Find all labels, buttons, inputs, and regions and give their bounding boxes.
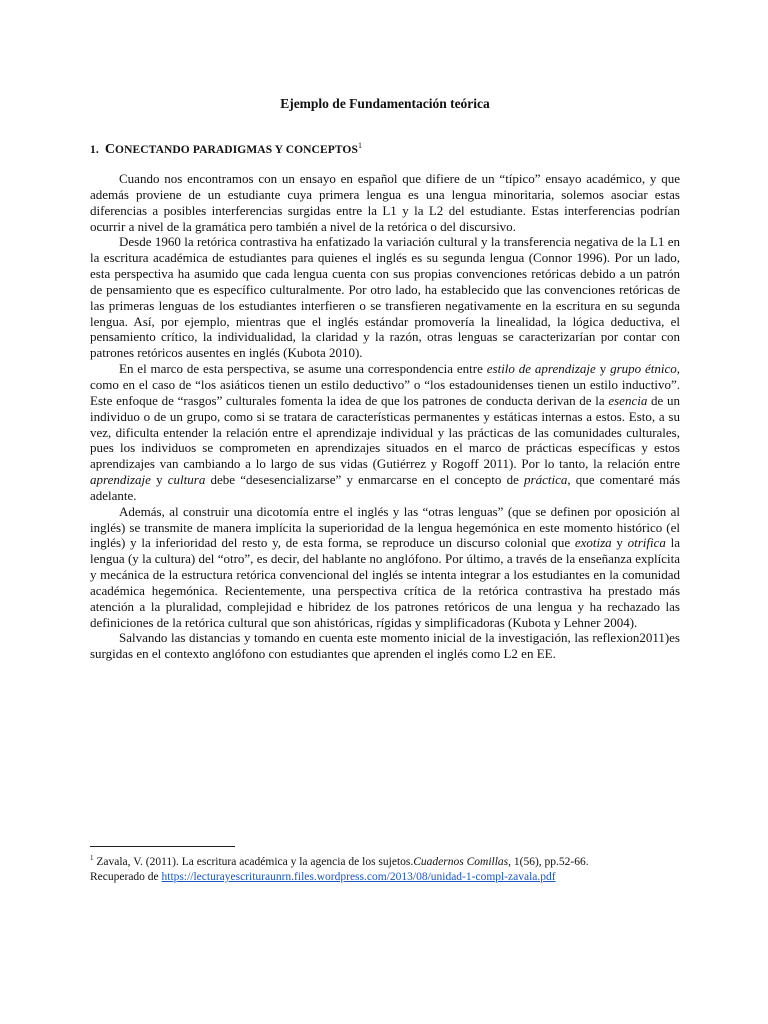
text-run: En el marco de esta perspectiva, se asume una correspondencia entre bbox=[119, 361, 487, 377]
footnote-reference[interactable]: 1 bbox=[357, 141, 363, 150]
paragraph bbox=[90, 234, 680, 361]
text-run: Desde 1960 la retórica contrastiva ha enfatizado la variación cultural y la transferencia negativa de la L1 en la escritura académica de estudiantes para quienes el inglés es su segunda lengua (Connor 1996). Por un lado, esta perspectiva ha asumido que cada lengua cuenta con sus propias convenciones retóricas debido a un patrón de pensamiento que es específico culturalmente. Por otro lado, ha establecido que las convenciones retóricas de las primeras lenguas de los estudiantes interfieren o se transfieren negativamente en la escritura en su segunda lengua. Así, por ejemplo, mientras que el inglés estándar promovería la linealidad, la lógica deductiva, el pensamiento crítico, la individualidad, la claridad y la razón, otras lenguas se caracterizarían por contar con patrones retóricos ausentes en inglés (Kubota 2010). bbox=[90, 234, 680, 361]
footnote-marker: 1 bbox=[90, 854, 94, 862]
footnote-citation-text: Zavala, V. (2011). La escritura académica y la agencia de los sujetos. bbox=[93, 855, 414, 868]
italic-term: práctica bbox=[524, 472, 568, 488]
text-run: , que comentaré más adelante. bbox=[90, 472, 681, 503]
italic-term: exotiza bbox=[574, 535, 612, 551]
text-run: y bbox=[150, 472, 168, 488]
italic-term: aprendizaje bbox=[90, 472, 151, 488]
text-run: Cuando nos encontramos con un ensayo en español que difiere de un “típico” ensayo académico, y que además proviene de un estudiante cuya primera lengua es una lengua minoritaria, solemos asociar estas diferencias a posibles interferencias surgidas entre la L1 y la L2 del estudiante. Estas interferencias podrían ocurrir a nivel de la gramática pero también a nivel de la retórica o del discursivo. bbox=[90, 171, 680, 234]
text-run: la lengua (y la cultura) del “otro”, es decir, del hablante no anglófono. Por último, a través de la enseñanza explícita y mecánica de la estructura retórica convencional del inglés se intenta integrar a los estudiantes en la comunidad académica hegemónica. Recientemente, una perspectiva crítica de la retórica contrastiva ha prestado más atención a la pluralidad, complejidad e hibridez de los patrones retóricos de una lengua y ha rechazado las definiciones de la retórica cultural que son ahistóricas, rígidas y simplificadoras (Kubota y Lehner 2004). bbox=[90, 535, 680, 630]
paragraph bbox=[90, 171, 680, 234]
italic-term: otrifica bbox=[627, 535, 666, 551]
paragraph bbox=[90, 630, 680, 662]
paragraph bbox=[90, 504, 680, 631]
section-heading-text: ONECTANDO PARADIGMAS Y CONCEPTOS bbox=[115, 143, 358, 156]
footnote-journal: Cuadernos Comillas bbox=[413, 855, 509, 868]
section-number: 1. bbox=[90, 143, 99, 156]
text-run: , como en el caso de “los asiáticos tienen un estilo deductivo” o “los estadounidenses tienen un estilo inductivo”. Este enfoque de “rasgos” culturales fomenta la idea de que los patrones de conducta derivan de la bbox=[90, 361, 681, 408]
document-page bbox=[90, 0, 680, 1024]
italic-term: cultura bbox=[167, 472, 206, 488]
italic-term: estilo de aprendizaje bbox=[486, 361, 596, 377]
text-run: de un individuo o de un grupo, como si se tratara de características permanentes y estáticas internas a estos. Esto, a su vez, dificulta entender la relación entre el aprendizaje individual y las prácticas de las comunidades culturales, pues los individuos se comprometen en aprendizajes situados en el marco de prácticas específicas y estos aprendizajes van cambiando a lo largo de sus vidas (Gutiérrez y Rogoff 2011). Por lo tanto, la relación entre bbox=[90, 392, 680, 472]
footnote-url-link[interactable]: https://lecturayescrituraunrn.files.wordpress.com/2013/08/unidad-1-compl-zavala.pdf bbox=[161, 870, 556, 883]
document-title: Ejemplo de Fundamentación teórica bbox=[280, 96, 490, 111]
footnote-separator bbox=[90, 846, 235, 847]
section-heading-initial: C bbox=[104, 141, 116, 157]
section-heading bbox=[90, 141, 362, 158]
italic-term: esencia bbox=[608, 392, 648, 408]
text-run: debe “desesencializarse” y enmarcarse en el concepto de bbox=[205, 472, 525, 488]
text-run: y bbox=[611, 535, 628, 551]
text-run: y bbox=[595, 361, 611, 377]
text-run: Salvando las distancias y tomando en cuenta este momento inicial de la investigación, las reflexion2011)es surgidas en el contexto anglófono con estudiantes que aprenden el inglés como L2 en EE. bbox=[90, 630, 680, 662]
body-text bbox=[90, 171, 680, 662]
footnote-citation bbox=[90, 851, 690, 870]
footnote-retrieved bbox=[90, 870, 690, 885]
footnote-citation-tail: , 1(56), pp.52-66. bbox=[508, 855, 589, 868]
paragraph bbox=[90, 361, 680, 504]
footnote-retrieved-label: Recuperado de bbox=[90, 870, 162, 883]
text-run: Además, al construir una dicotomía entre el inglés y las “otras lenguas” (que se definen por oposición al inglés) se transmite de manera implícita la superioridad de la lengua hegemónica en este momento histórico (el inglés) y la inferioridad del resto y, de esta forma, se reproduce un discurso colonial que bbox=[90, 503, 680, 551]
italic-term: grupo étnico bbox=[610, 361, 677, 377]
footnote bbox=[90, 851, 690, 885]
